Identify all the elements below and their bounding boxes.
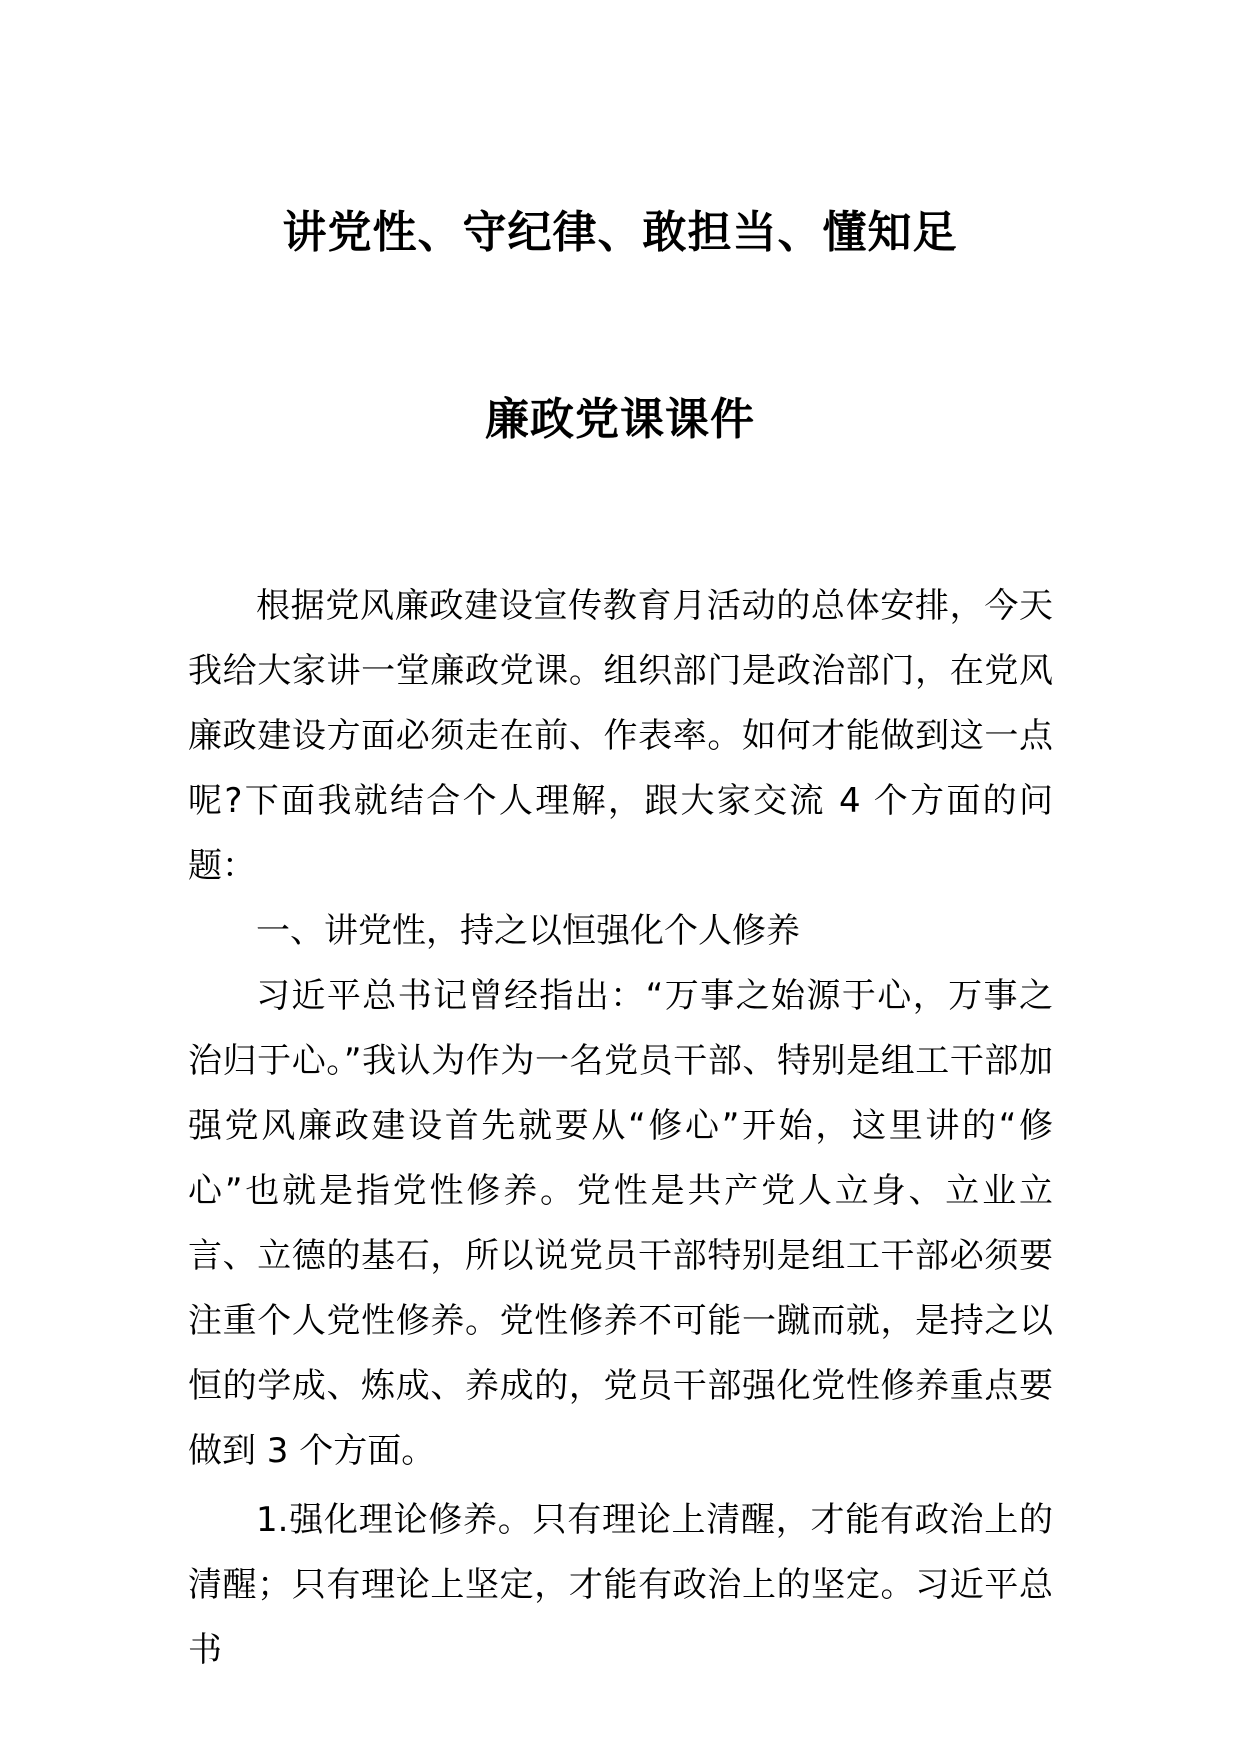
subsection-1-paragraph: 1.强化理论修养。只有理论上清醒，才能有政治上的清醒；只有理论上坚定，才能有政治上的坚定。习近平总书 [188, 1500, 1053, 1670]
intro-paragraph: 根据党风廉政建设宣传教育月活动的总体安排，今天我给大家讲一堂廉政党课。组织部门是政治部门，在党风廉政建设方面必须走在前、作表率。如何才能做到这一点呢?下面我就结合个人理解，跟大家交流 4 个方面的问题： [188, 586, 1053, 886]
document-body [188, 574, 1053, 1683]
section-1-paragraph: 习近平总书记曾经指出：“万事之始源于心，万事之治归于心。”我认为作为一名党员干部、特别是组工干部加强党风廉政建设首先就要从“修心”开始，这里讲的“修心”也就是指党性修养。党性是共产党人立身、立业立言、立德的基石，所以说党员干部特别是组工干部必须要注重个人党性修养。党性修养不可能一蹴而就，是持之以恒的学成、炼成、养成的，党员干部强化党性修养重点要做到 3 个方面。 [188, 976, 1053, 1471]
section-heading-1: 一、讲党性，持之以恒强化个人修养 [256, 911, 800, 951]
document-title-line-2: 廉政党课课件 [485, 394, 755, 445]
document-title-line-1: 讲党性、守纪律、敢担当、懂知足 [282, 207, 958, 258]
